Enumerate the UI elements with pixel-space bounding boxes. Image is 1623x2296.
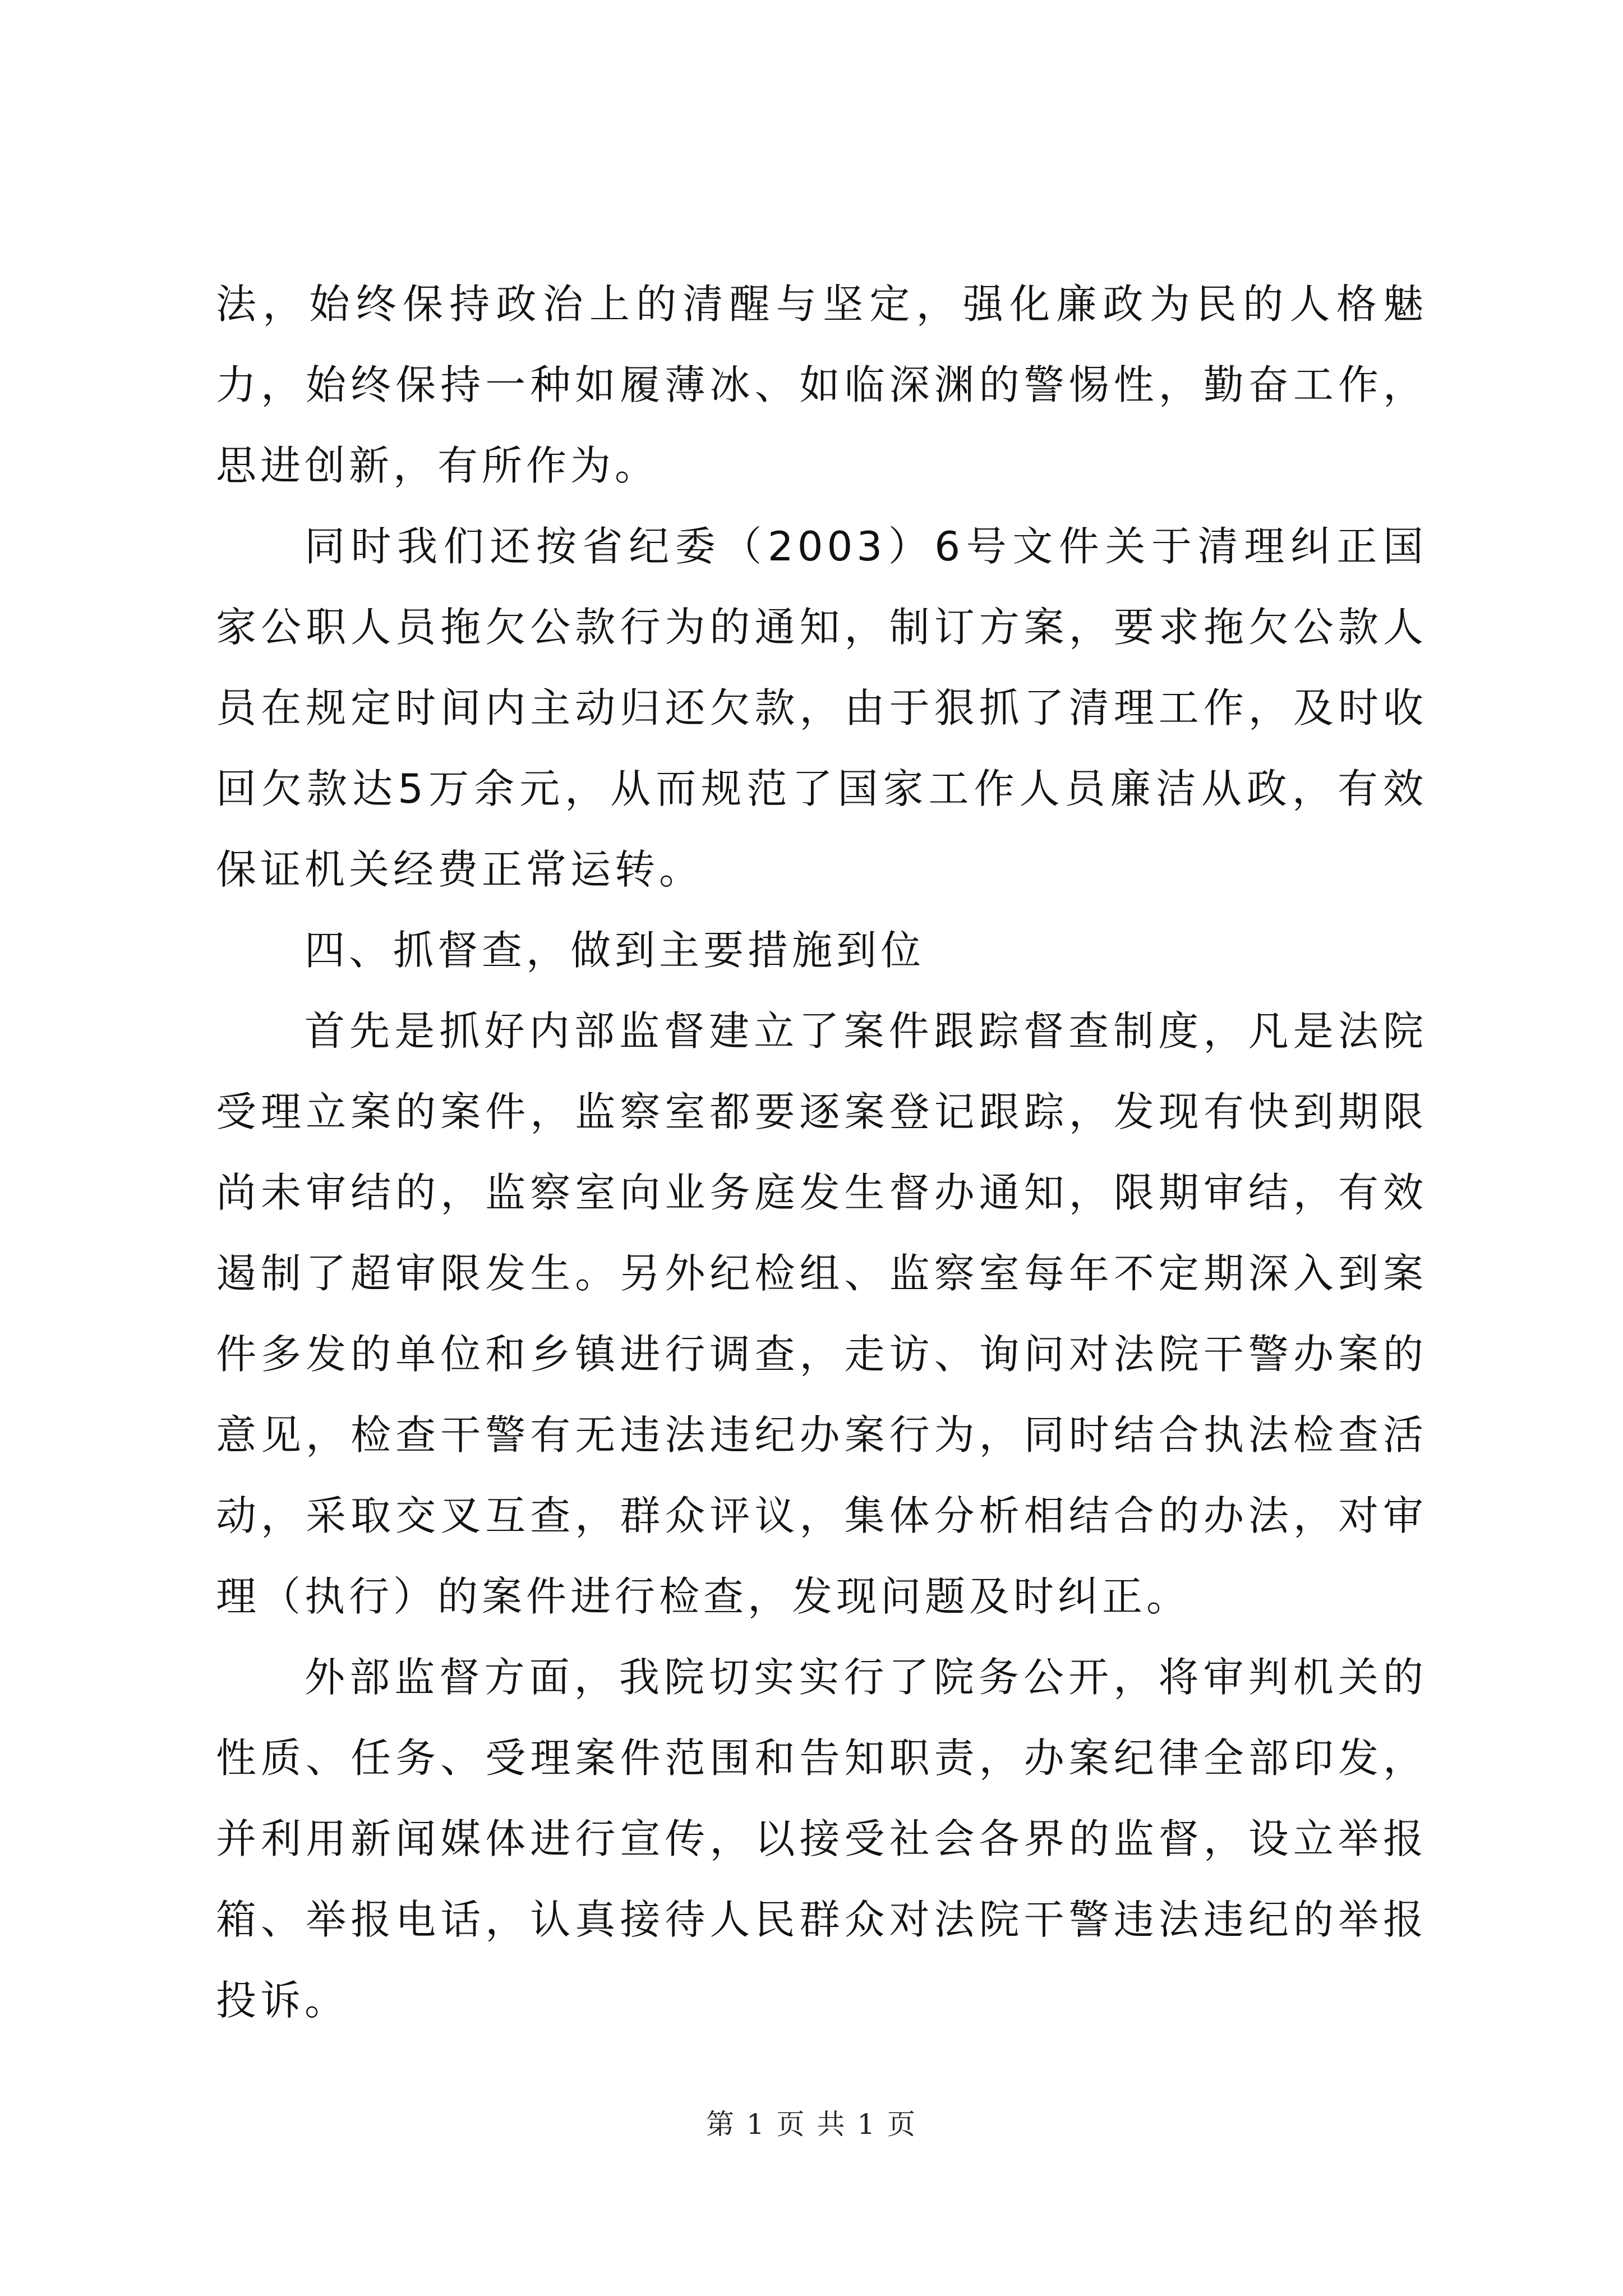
paragraph-arrears-cleanup: 同时我们还按省纪委（2003）6号文件关于清理纠正国家公职人员拖欠公款行为的通知，制订方案，要求拖欠公款人员在规定时间内主动归还欠款，由于狠抓了清理工作，及时收回欠款达5万余元，从而规范了国家工作人员廉洁从政，有效保证机关经费正常运转。 <box>216 523 1427 893</box>
paragraph-continuation: 法，始终保持政治上的清醒与坚定，强化廉政为民的人格魅力，始终保持一种如履薄冰、如临深渊的警惕性，勤奋工作，思进创新，有所作为。 <box>216 280 1427 489</box>
paragraph-internal-supervision: 首先是抓好内部监督建立了案件跟踪督查制度，凡是法院受理立案的案件，监察室都要逐案登记跟踪，发现有快到期限尚未审结的，监察室向业务庭发生督办通知，限期审结，有效遏制了超审限发生。另外纪检组、监察室每年不定期深入到案件多发的单位和乡镇进行调查，走访、询问对法院干警办案的意见，检查干警有无违法违纪办案行为，同时结合执法检查活动，采取交叉互查，群众评议，集体分析相结合的办法，对审理（执行）的案件进行检查，发现问题及时纠正。 <box>216 1007 1427 1620</box>
document-body <box>216 264 1427 2041</box>
paragraph-external-supervision: 外部监督方面，我院切实实行了院务公开，将审判机关的性质、任务、受理案件范围和告知职责，办案纪律全部印发，并利用新闻媒体进行宣传，以接受社会各界的监督，设立举报箱、举报电话，认真接待人民群众对法院干警违法违纪的举报投诉。 <box>216 1654 1427 2024</box>
page-footer: 第 1 页 共 1 页 <box>706 2108 917 2141</box>
section-heading-supervision: 四、抓督查，做到主要措施到位 <box>305 927 925 974</box>
